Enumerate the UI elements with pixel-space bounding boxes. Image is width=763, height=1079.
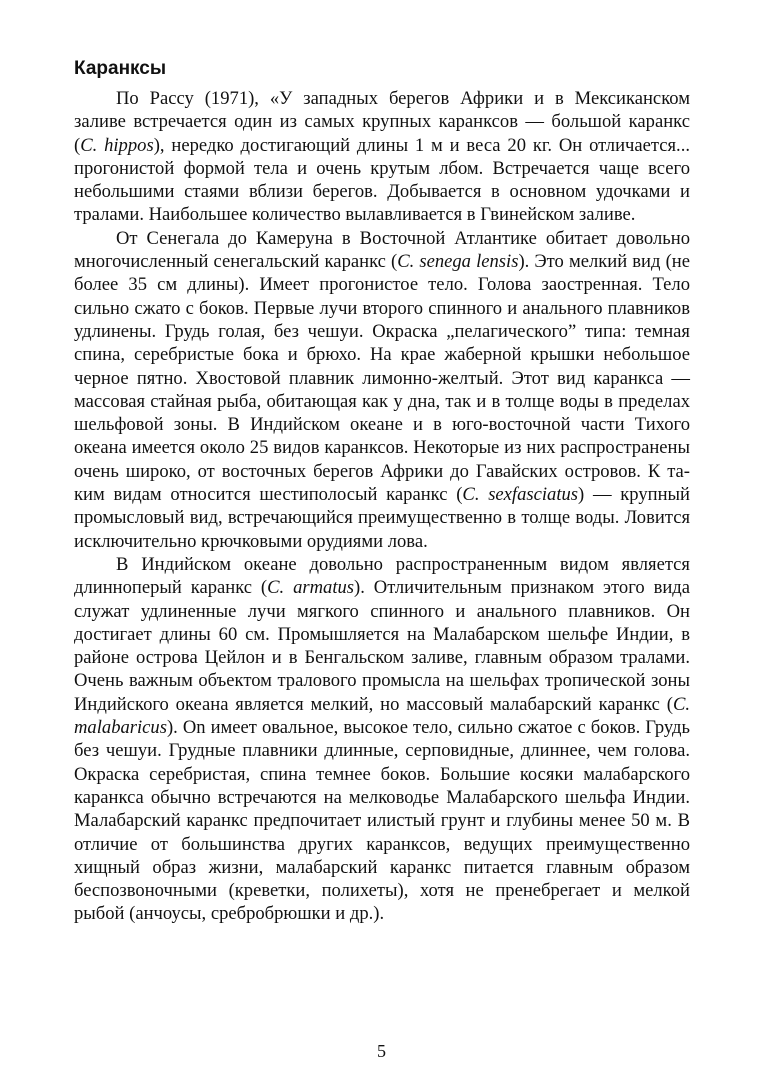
paragraph-text: ). Отличительным признаком этого вида служат удлиненные лучи мягкого спинного и анального плавников. Он достигает длины 60 см. Промышляется на Малабарском шельфе Индии, в районе острова Цейлон и в Бенгальском заливе, главным образом тралами. Очень важным объектом тралового промысла на шельфах тропической зоны Индийского океана является мелкий, но массовый малабарский каранкс ( [74,577,691,715]
species-name: C. sexfasciatus [462,484,579,506]
paragraph-text: ). On имеет овальное, высокое тело, сильно сжатое с боков. Грудь без чешуи. Грудные плавники длинные, серповидные, длиннее, чем голова. Окраска серебристая, спина темнее боков. Большие косяки малабарского каранкса обычно встречаются на мелководье Малабарского шельфа Индии. Малабарский каранкс предпочитает илистый грунт и глубины менее 50 м. В отличие от большинства других каранксов, ведущих преимущественно хищный образ жизни, малабарский каранкс питается главным образом беспозвоночными (креветки, полихеты), хотя не пренебрегает и мелкой рыбой (анчоусы, сребробрюшки и др.). [74,717,690,925]
page-body [74,56,690,926]
species-name: C. senega lensis [397,251,519,273]
paragraph-1 [74,87,690,227]
paragraph-text: В Индийском океане довольно распространенным видом является длинноперый каранкс ( [74,553,690,599]
paragraph-text: ). Это мелкий вид (не более 35 см длины). Имеет прогонистое тело. Голова заостренная. Тело сильно сжато с боков. Первые лучи второго спинного и анального плавников удлинены. Грудь голая, без чешуи. Окраска „пелагического” типа: темная спина, серебристые бока и брюхо. На крае жаберной крышки небольшое черное пятно. Хвостовой плавник лимонно-желтый. Этот вид каранкса — массовая стайная рыба, обитающая как у дна, так и в толще воды в пределах шельфовой зоны. В Индийском океане и в юго-восточной части Тихого океана имеется около 25 видов каранксов. Некоторые из них распространены очень широко, от восточных берегов Африки до Гавайских островов. К таким видам относится шестиполосый каранкс ( [74,251,690,506]
paragraph-text: ) — крупный промысловый вид, встречающийся преимущественно в толще воды. Ловится исключительно крючковыми орудиями лова. [74,484,690,552]
paragraph-text: ), нередко достигающий длины 1 м и веса 20 кг. Он отличается... прогонистой формой тела и очень крутым лбом. Встречается чаще всего небольшими стаями вблизи берегов. Добывается в основном удочками и тралами. Наибольшее количество вылавливается в Гвинейском заливе. [74,134,690,226]
paragraph-3 [74,553,690,926]
paragraph-2 [74,227,690,553]
species-name: C. armatus [267,577,355,599]
page-number: 5 [377,1041,386,1061]
section-heading: Каранксы [74,58,167,79]
species-name: C. hippos [80,134,154,156]
paragraph-text: От Сенегала до Камеруна в Восточной Атлантике обитает довольно многочисленный сенегальский каранкс ( [74,227,690,273]
paragraph-text: По Рассу (1971), «У западных берегов Африки и в Мексиканском заливе встречается один из самых крупных каранксов — большой каранкс ( [74,88,690,156]
species-name: C. malabaricus [74,693,690,739]
